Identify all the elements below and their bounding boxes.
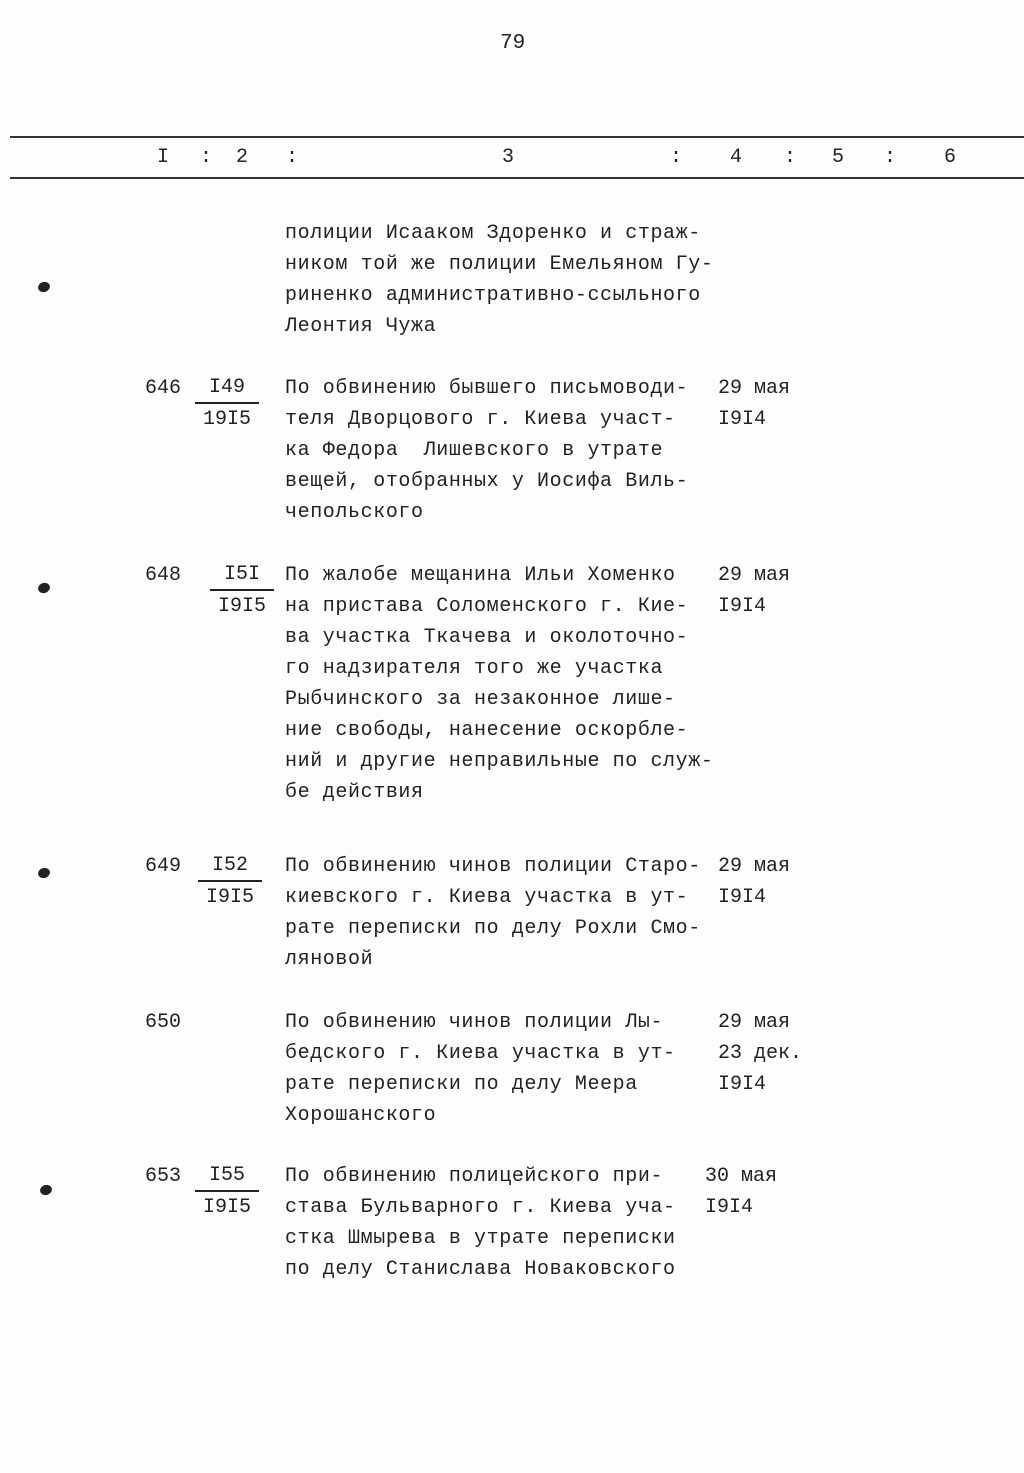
text-line: става Бульварного г. Киева уча-: [285, 1196, 676, 1219]
col-sep: :: [286, 146, 299, 169]
text-line: рате переписки по делу Меера: [285, 1073, 638, 1096]
text-line: киевского г. Киева участка в ут-: [285, 886, 689, 909]
entry-number: 649: [145, 855, 182, 878]
entry-number: 653: [145, 1165, 182, 1188]
text-line: стка Шмырева в утрате переписки: [285, 1227, 676, 1250]
text-line: По обвинению чинов полиции Лы-: [285, 1011, 664, 1034]
text-line: ва участка Ткачева и околоточно-: [285, 626, 689, 649]
file-top: I49: [195, 373, 259, 404]
entry-text: [285, 851, 701, 975]
text-line: го надзирателя того же участка: [285, 657, 664, 680]
file-bottom: I9I5: [217, 595, 266, 618]
entry-number: 646: [145, 377, 182, 400]
text-line: ником той же полиции Емельяном Гу-: [285, 253, 714, 276]
text-line: ние свободы, нанесение оскорбле-: [285, 719, 689, 742]
date-line: 29 мая: [718, 377, 791, 400]
punch-hole-mark: [37, 581, 52, 595]
entry-number: 650: [145, 1011, 182, 1034]
text-line: Леонтия Чужа: [285, 315, 437, 338]
text-line: По жалобе мещанина Ильи Хоменко: [285, 564, 676, 587]
file-top: I5I: [210, 560, 274, 591]
entry-text: [285, 560, 713, 808]
col-sep: :: [670, 146, 683, 169]
col-sep: :: [884, 146, 897, 169]
text-line: чепольского: [285, 501, 424, 524]
date-line: 29 мая: [718, 564, 791, 587]
file-bottom: I9I5: [202, 1196, 251, 1219]
entry-text: [285, 373, 688, 528]
col-header: 2: [236, 146, 249, 169]
file-number: [195, 373, 259, 435]
text-line: бедского г. Киева участка в ут-: [285, 1042, 676, 1065]
punch-hole-mark: [37, 866, 52, 880]
punch-hole-mark: [39, 1183, 54, 1197]
text-line: вещей, отобранных у Иосифа Виль-: [285, 470, 689, 493]
text-line: ка Федора Лишевского в утрате: [285, 439, 664, 462]
header-top-rule: [10, 136, 1024, 138]
text-line: ний и другие неправильные по служ-: [285, 750, 714, 773]
date-line: I9I4: [718, 886, 767, 909]
entry-date: [718, 851, 790, 913]
entry-date: [718, 1007, 802, 1100]
text-line: По обвинению бывшего письмоводи-: [285, 377, 689, 400]
date-line: 29 мая: [718, 855, 791, 878]
text-line: ляновой: [285, 948, 374, 971]
text-line: теля Дворцового г. Киева участ-: [285, 408, 676, 431]
col-header: 4: [730, 146, 743, 169]
entry-text: [285, 1007, 676, 1131]
text-line: По обвинению полицейского при-: [285, 1165, 664, 1188]
entry-date: [718, 560, 790, 622]
text-line: на пристава Соломенского г. Кие-: [285, 595, 689, 618]
text-line: Хорошанского: [285, 1104, 437, 1127]
file-top: I52: [198, 851, 262, 882]
file-number: [195, 1161, 259, 1223]
text-line: бе действия: [285, 781, 424, 804]
entry-text: [285, 218, 713, 342]
entry-date: [718, 373, 790, 435]
col-header: 5: [832, 146, 845, 169]
entry-number: 648: [145, 564, 182, 587]
text-line: рате переписки по делу Рохли Смо-: [285, 917, 701, 940]
date-line: I9I4: [718, 1073, 767, 1096]
text-line: полиции Исааком Здоренко и страж-: [285, 222, 701, 245]
text-line: риненко административно-ссыльного: [285, 284, 701, 307]
file-top: I55: [195, 1161, 259, 1192]
date-line: 23 дек.: [718, 1042, 803, 1065]
file-number: [210, 560, 274, 622]
col-header: I: [157, 146, 170, 169]
date-line: I9I4: [705, 1196, 754, 1219]
file-number: [198, 851, 262, 913]
file-bottom: I9I5: [205, 886, 254, 909]
header-bottom-rule: [10, 177, 1024, 179]
entry-date: [705, 1161, 777, 1223]
text-line: по делу Станислава Новаковского: [285, 1258, 676, 1281]
date-line: I9I4: [718, 408, 767, 431]
entry-text: [285, 1161, 676, 1285]
col-sep: :: [784, 146, 797, 169]
date-line: 30 мая: [705, 1165, 778, 1188]
col-header: 3: [502, 146, 515, 169]
col-header: 6: [944, 146, 957, 169]
date-line: I9I4: [718, 595, 767, 618]
punch-hole-mark: [37, 280, 52, 294]
col-sep: :: [200, 146, 213, 169]
text-line: По обвинению чинов полиции Старо-: [285, 855, 701, 878]
file-bottom: 19I5: [202, 408, 251, 431]
page-number: 79: [500, 32, 526, 55]
text-line: Рыбчинского за незаконное лише-: [285, 688, 676, 711]
date-line: 29 мая: [718, 1011, 791, 1034]
